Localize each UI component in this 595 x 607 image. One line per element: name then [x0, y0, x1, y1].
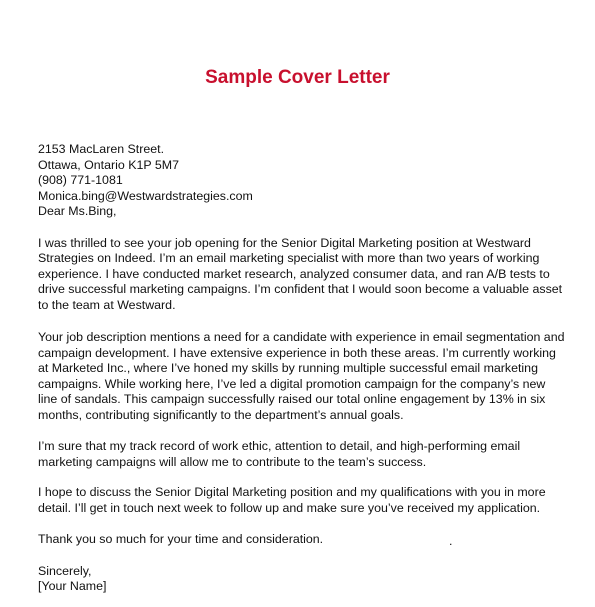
- salutation: Dear Ms.Bing,: [38, 204, 117, 218]
- paragraph-follow-up: I hope to discuss the Senior Digital Marketing position and my qualifications with you in more detail. I’ll get in touch next week to follow up and make sure you’ve received my application.: [38, 485, 546, 515]
- paragraph-experience: Your job description mentions a need for a candidate with experience in email segmentation and campaign development. I have extensive experience in both these areas. I’m currently working at Marketed Inc., where I’ve honed my skills by running multiple successful email marketing campaigns. While working here, I’ve led a digital promotion campaign for the company’s new line of sandals. This campaign successfully raised our total online engagement by 13% in six months, contributing significantly to the department’s annual goals.: [38, 330, 565, 422]
- signature-name: [Your Name]: [38, 579, 107, 593]
- address-phone: (908) 771-1081: [38, 173, 123, 187]
- page-title: Sample Cover Letter: [205, 67, 390, 88]
- sign-off: Sincerely,: [38, 563, 92, 578]
- address-street: 2153 MacLaren Street.: [38, 142, 165, 156]
- paragraph-track-record: I’m sure that my track record of work ethic, attention to detail, and high-performing email marketing campaigns will allow me to contribute to the team’s success.: [38, 439, 521, 469]
- letter-body: [38, 142, 568, 595]
- sender-address: [38, 142, 568, 204]
- paragraph-intro: I was thrilled to see your job opening for the Senior Digital Marketing position at Westward Strategies on Indeed. I’m an email marketing specialist with more than two years of working experience. I have conducted market research, analyzed consumer data, and ran A/B tests to drive successful marketing campaigns. I’m confident that I would soon become a valuable asset to the team at Westward.: [38, 235, 563, 312]
- address-email: Monica.bing@Westwardstrategies.com: [38, 188, 253, 203]
- closing: [38, 564, 568, 595]
- stray-dot: .: [449, 534, 453, 548]
- address-city: Ottawa, Ontario K1P 5M7: [38, 157, 179, 172]
- paragraph-thanks: Thank you so much for your time and consideration.: [38, 532, 324, 546]
